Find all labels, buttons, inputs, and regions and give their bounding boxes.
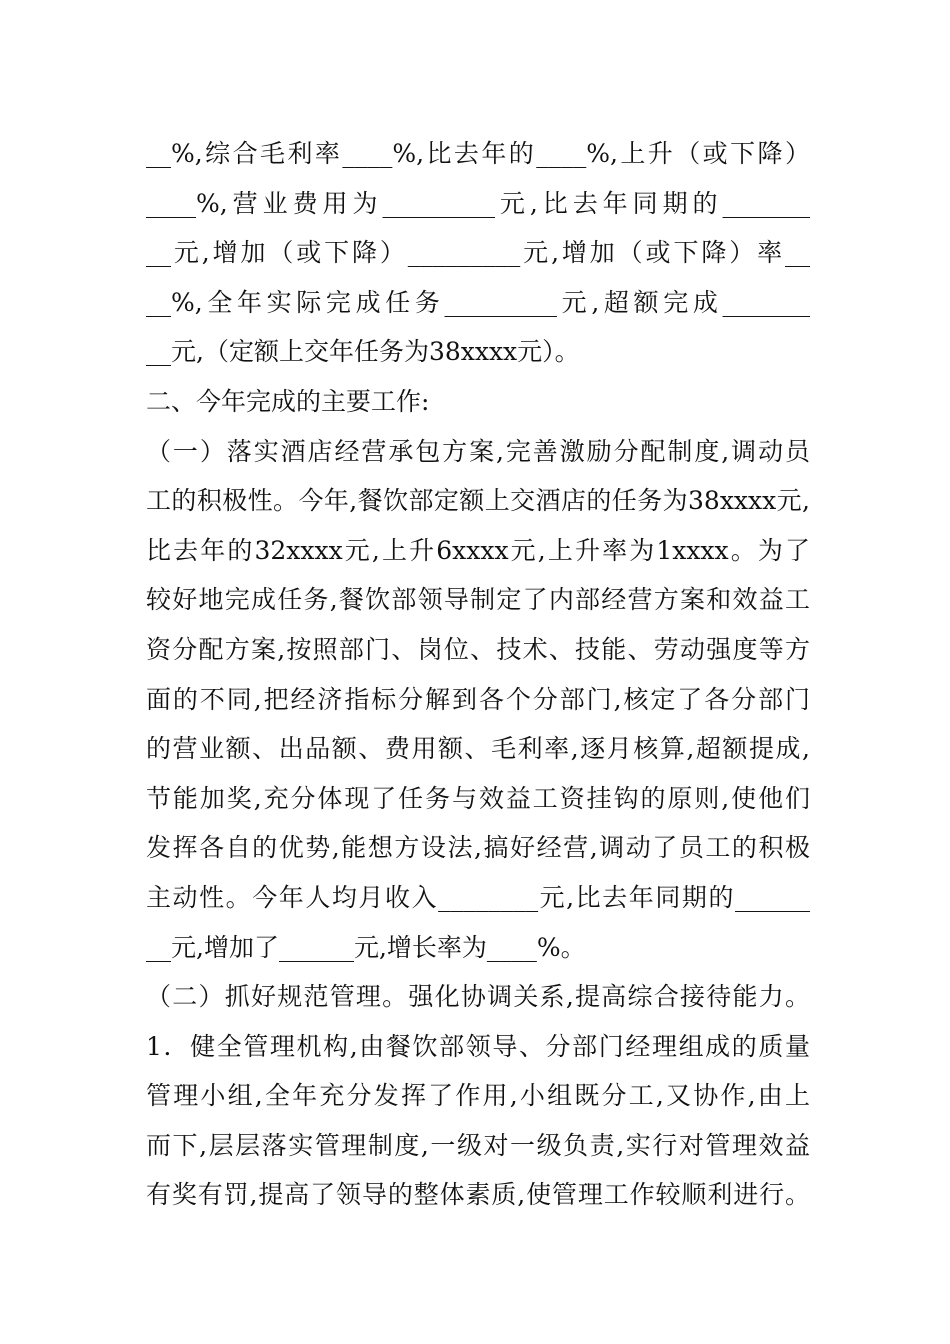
text-line: 节能加奖,充分体现了任务与效益工资挂钩的原则,使他们 [146, 783, 810, 813]
text-line: 较好地完成任务,餐饮部领导制定了内部经营方案和效益工 [146, 585, 810, 615]
text-line: 的营业额、出品额、费用额、毛利率,逐月核算,超额提成, [146, 734, 810, 764]
text-line: 发挥各自的优势,能想方设法,搞好经营,调动了员工的积极 [146, 833, 810, 863]
text-line: __%,综合毛利率____%,比去年的____%,上升（或下降） [146, 139, 810, 168]
text-line: 有奖有罚,提高了领导的整体素质,使管理工作较顺利进行。 [146, 1180, 810, 1210]
section-heading: 二、今年完成的主要工作: [146, 386, 430, 416]
text-line: 工的积极性。今年,餐饮部定额上交酒店的任务为38xxxx元, [146, 486, 810, 516]
text-line: __元,（定额上交年任务为38xxxx元）。 [146, 337, 580, 367]
text-line: 而下,层层落实管理制度,一级对一级负责,实行对管理效益 [146, 1130, 810, 1160]
subsection-heading: （二）抓好规范管理。强化协调关系,提高综合接待能力。 [146, 982, 810, 1012]
text-line: 资分配方案,按照部门、岗位、技术、技能、劳动强度等方 [146, 634, 810, 664]
text-line: 面的不同,把经济指标分解到各个分部门,核定了各分部门 [146, 684, 810, 714]
text-line: 1．健全管理机构,由餐饮部领导、分部门经理组成的质量 [146, 1031, 810, 1061]
text-line: ____%,营业费用为_________元,比去年同期的_______ [146, 188, 810, 218]
document-body [146, 129, 810, 1220]
text-line: __元,增加（或下降）_________元,增加（或下降）率__ [146, 238, 810, 268]
text-line: （一）落实酒店经营承包方案,完善激励分配制度,调动员 [146, 436, 810, 466]
text-line: __%,全年实际完成任务_________元,超额完成_______ [146, 287, 810, 317]
text-line: 比去年的32xxxx元,上升6xxxx元,上升率为1xxxx。为了 [146, 535, 810, 565]
text-line: 管理小组,全年充分发挥了作用,小组既分工,又协作,由上 [146, 1081, 810, 1111]
text-line: __元,增加了______元,增长率为____%。 [146, 932, 586, 962]
text-line: 主动性。今年人均月收入________元,比去年同期的______ [146, 882, 810, 912]
